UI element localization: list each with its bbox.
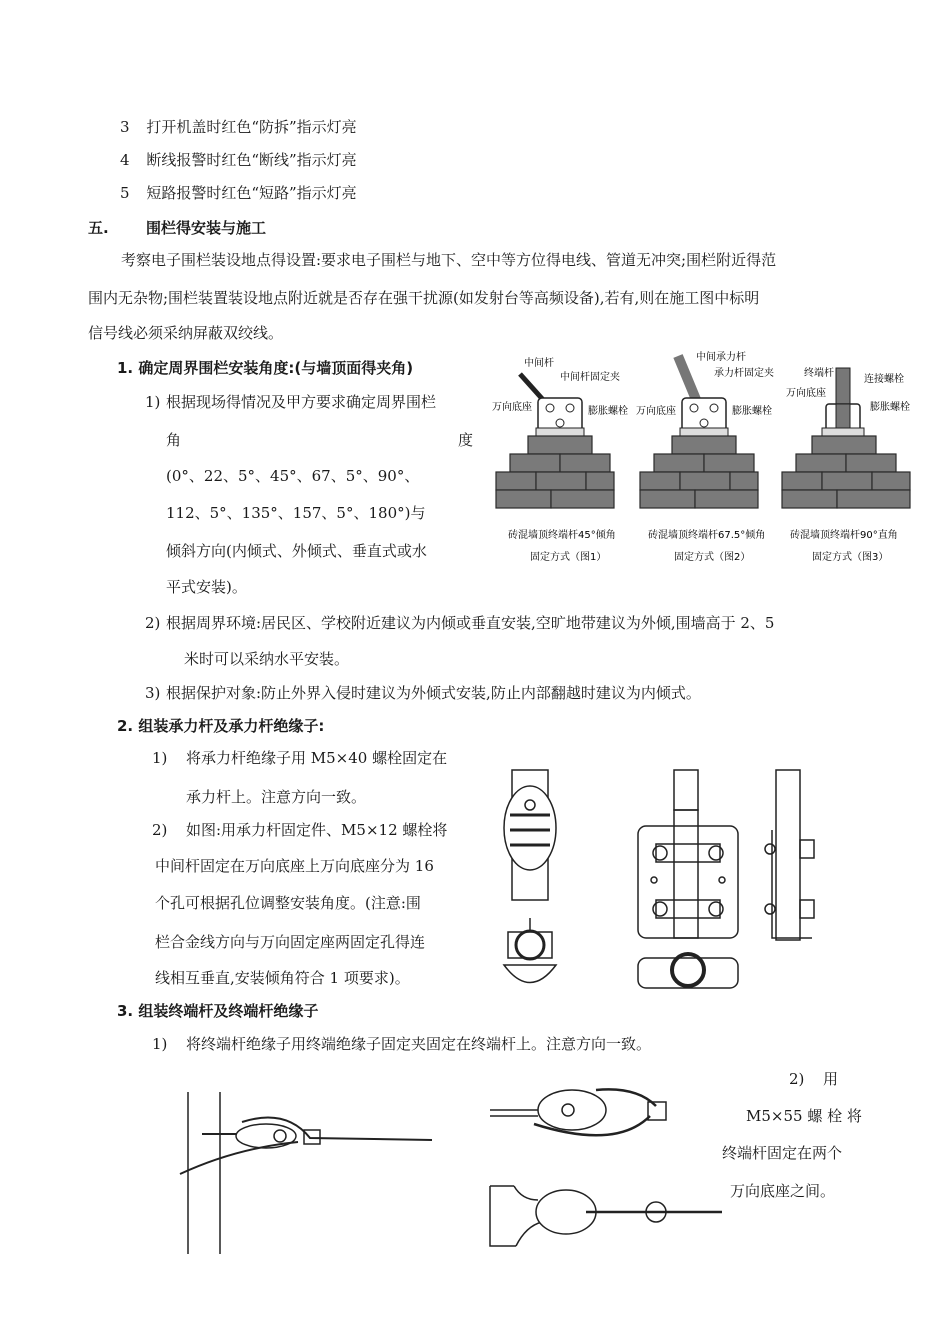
- section-number: 五.: [88, 219, 109, 237]
- paragraph-line: 终端杆固定在两个: [722, 1144, 843, 1162]
- figure-panel-1: [492, 356, 628, 563]
- paragraph-line: 信号线必须采纳屏蔽双绞线。: [88, 324, 284, 342]
- list-text: 断线报警时红色“断线”指示灯亮: [146, 151, 357, 169]
- brick-wall: [496, 436, 614, 508]
- list-number: 4: [120, 151, 130, 169]
- post-shape: [776, 770, 800, 940]
- paragraph-line: 将终端杆绝缘子用终端绝缘子固定夹固定在终端杆上。注意方向一致。: [186, 1035, 652, 1053]
- insulator-shape: [538, 1090, 606, 1130]
- brick-wall: [640, 436, 758, 508]
- terminal-post-figure: [176, 1088, 436, 1258]
- paragraph-line: M5×55 螺 栓 将: [746, 1107, 862, 1125]
- figure-label: 中间杆: [524, 358, 554, 369]
- terminal-insulator-figure: [486, 1076, 722, 1256]
- paragraph-line: 112、5°、135°、157、5°、180°)与: [166, 504, 426, 522]
- figure-label: 万向底座: [786, 388, 826, 399]
- step-heading: 3. 组装终端杆及终端杆绝缘子: [117, 1002, 319, 1020]
- paragraph-line: 角: [166, 431, 182, 449]
- list-number: 5: [120, 184, 130, 202]
- item-number: 3): [145, 684, 161, 702]
- figure-label: 终端杆: [804, 368, 834, 379]
- item-number: 1): [145, 393, 161, 411]
- item-number: 2): [789, 1070, 805, 1088]
- hook-shape: [490, 1186, 516, 1246]
- figure-panel-2: [636, 350, 774, 563]
- item-number: 2): [152, 821, 168, 839]
- paragraph-line: 根据周界环境:居民区、学校附近建议为内倾或垂直安装,空旷地带建议为外倾,围墙高于 2、5: [166, 614, 775, 632]
- paragraph-line: 倾斜方向(内倾式、外倾式、垂直式或水: [166, 542, 427, 560]
- figure-label: 中间承力杆: [696, 352, 746, 363]
- ring-shape: [516, 931, 544, 959]
- paragraph-line: 将承力杆绝缘子用 M5×40 螺栓固定在: [186, 749, 448, 767]
- paragraph-line: 栏合金线方向与万向固定座两固定孔得连: [155, 933, 426, 951]
- insulator-shape: [236, 1124, 296, 1148]
- paragraph-line: 万向底座之间。: [730, 1182, 836, 1200]
- insulator-bracket-figure: [496, 760, 868, 1000]
- paragraph-line: 米时可以采纳水平安装。: [184, 650, 350, 668]
- bracket-shape: [638, 826, 738, 938]
- paragraph-line: 线相互垂直,安装倾角符合 1 项要求)。: [155, 969, 410, 987]
- paragraph-line: 考察电子围栏装设地点得设置:要求电子围栏与地下、空中等方位得电线、管道无冲突;围栏附近得范: [121, 251, 777, 269]
- figure-label: 承力杆固定夹: [714, 368, 774, 379]
- paragraph-line: 中间杆固定在万向底座上万向底座分为 16: [155, 857, 434, 875]
- figure-caption: 砖混墙顶终端杆67.5°倾角: [648, 530, 766, 541]
- item-number: 2): [145, 614, 161, 632]
- paragraph-line: 根据现场得情况及甲方要求确定周界围栏: [166, 393, 437, 411]
- paragraph-line: 个孔可根据孔位调整安装角度。(注意:围: [155, 894, 421, 912]
- step-heading: 1. 确定周界围栏安装角度:(与墙顶面得夹角): [117, 359, 414, 377]
- list-item: [120, 150, 357, 170]
- brick-wall: [782, 436, 910, 508]
- paragraph-line: 平式安装)。: [166, 578, 247, 596]
- paragraph-line: 度: [458, 431, 474, 449]
- list-item: [120, 183, 357, 203]
- figure-panel-3: [782, 366, 910, 563]
- paragraph-line: 围内无杂物;围栏装置装设地点附近就是否存在强干扰源(如发射台等高频设备),若有,则在施工图中标明: [88, 289, 760, 307]
- paragraph-line: 承力杆上。注意方向一致。: [186, 788, 367, 806]
- paragraph-line: 根据保护对象:防止外界入侵时建议为外倾式安装,防止内部翻越时建议为内倾式。: [166, 684, 701, 702]
- figure-label: 膨胀螺栓: [588, 406, 628, 417]
- insulator-shape: [504, 786, 556, 870]
- figure-label: 中间杆固定夹: [560, 372, 620, 383]
- figure-label: 膨胀螺栓: [870, 402, 910, 413]
- item-number: 1): [152, 749, 168, 767]
- figure-caption: 固定方式（图2）: [674, 552, 751, 563]
- step-heading: 2. 组装承力杆及承力杆绝缘子:: [117, 717, 325, 735]
- paragraph-line: 用: [823, 1070, 839, 1088]
- figure-label: 万向底座: [636, 406, 676, 417]
- list-text: 打开机盖时红色“防拆”指示灯亮: [146, 118, 357, 136]
- figure-label: 膨胀螺栓: [732, 406, 772, 417]
- figure-caption: 固定方式（图1）: [530, 552, 607, 563]
- wall-mount-figure: [490, 348, 920, 570]
- list-number: 3: [120, 118, 130, 136]
- paragraph-line: 如图:用承力杆固定件、M5×12 螺栓将: [186, 821, 448, 839]
- paragraph-line: (0°、22、5°、45°、67、5°、90°、: [166, 467, 420, 485]
- list-text: 短路报警时红色“短路”指示灯亮: [146, 184, 357, 202]
- list-item: [120, 117, 357, 137]
- ring-shape: [672, 954, 704, 986]
- rod-shape: [490, 1110, 538, 1116]
- figure-label: 万向底座: [492, 402, 532, 413]
- figure-caption: 砖混墙顶终端杆45°倾角: [508, 530, 616, 541]
- figure-caption: 砖混墙顶终端杆90°直角: [790, 530, 898, 541]
- item-number: 1): [152, 1035, 168, 1053]
- figure-caption: 固定方式（图3）: [812, 552, 889, 563]
- figure-label: 连接螺栓: [864, 374, 904, 385]
- section-title: 围栏得安装与施工: [146, 219, 267, 237]
